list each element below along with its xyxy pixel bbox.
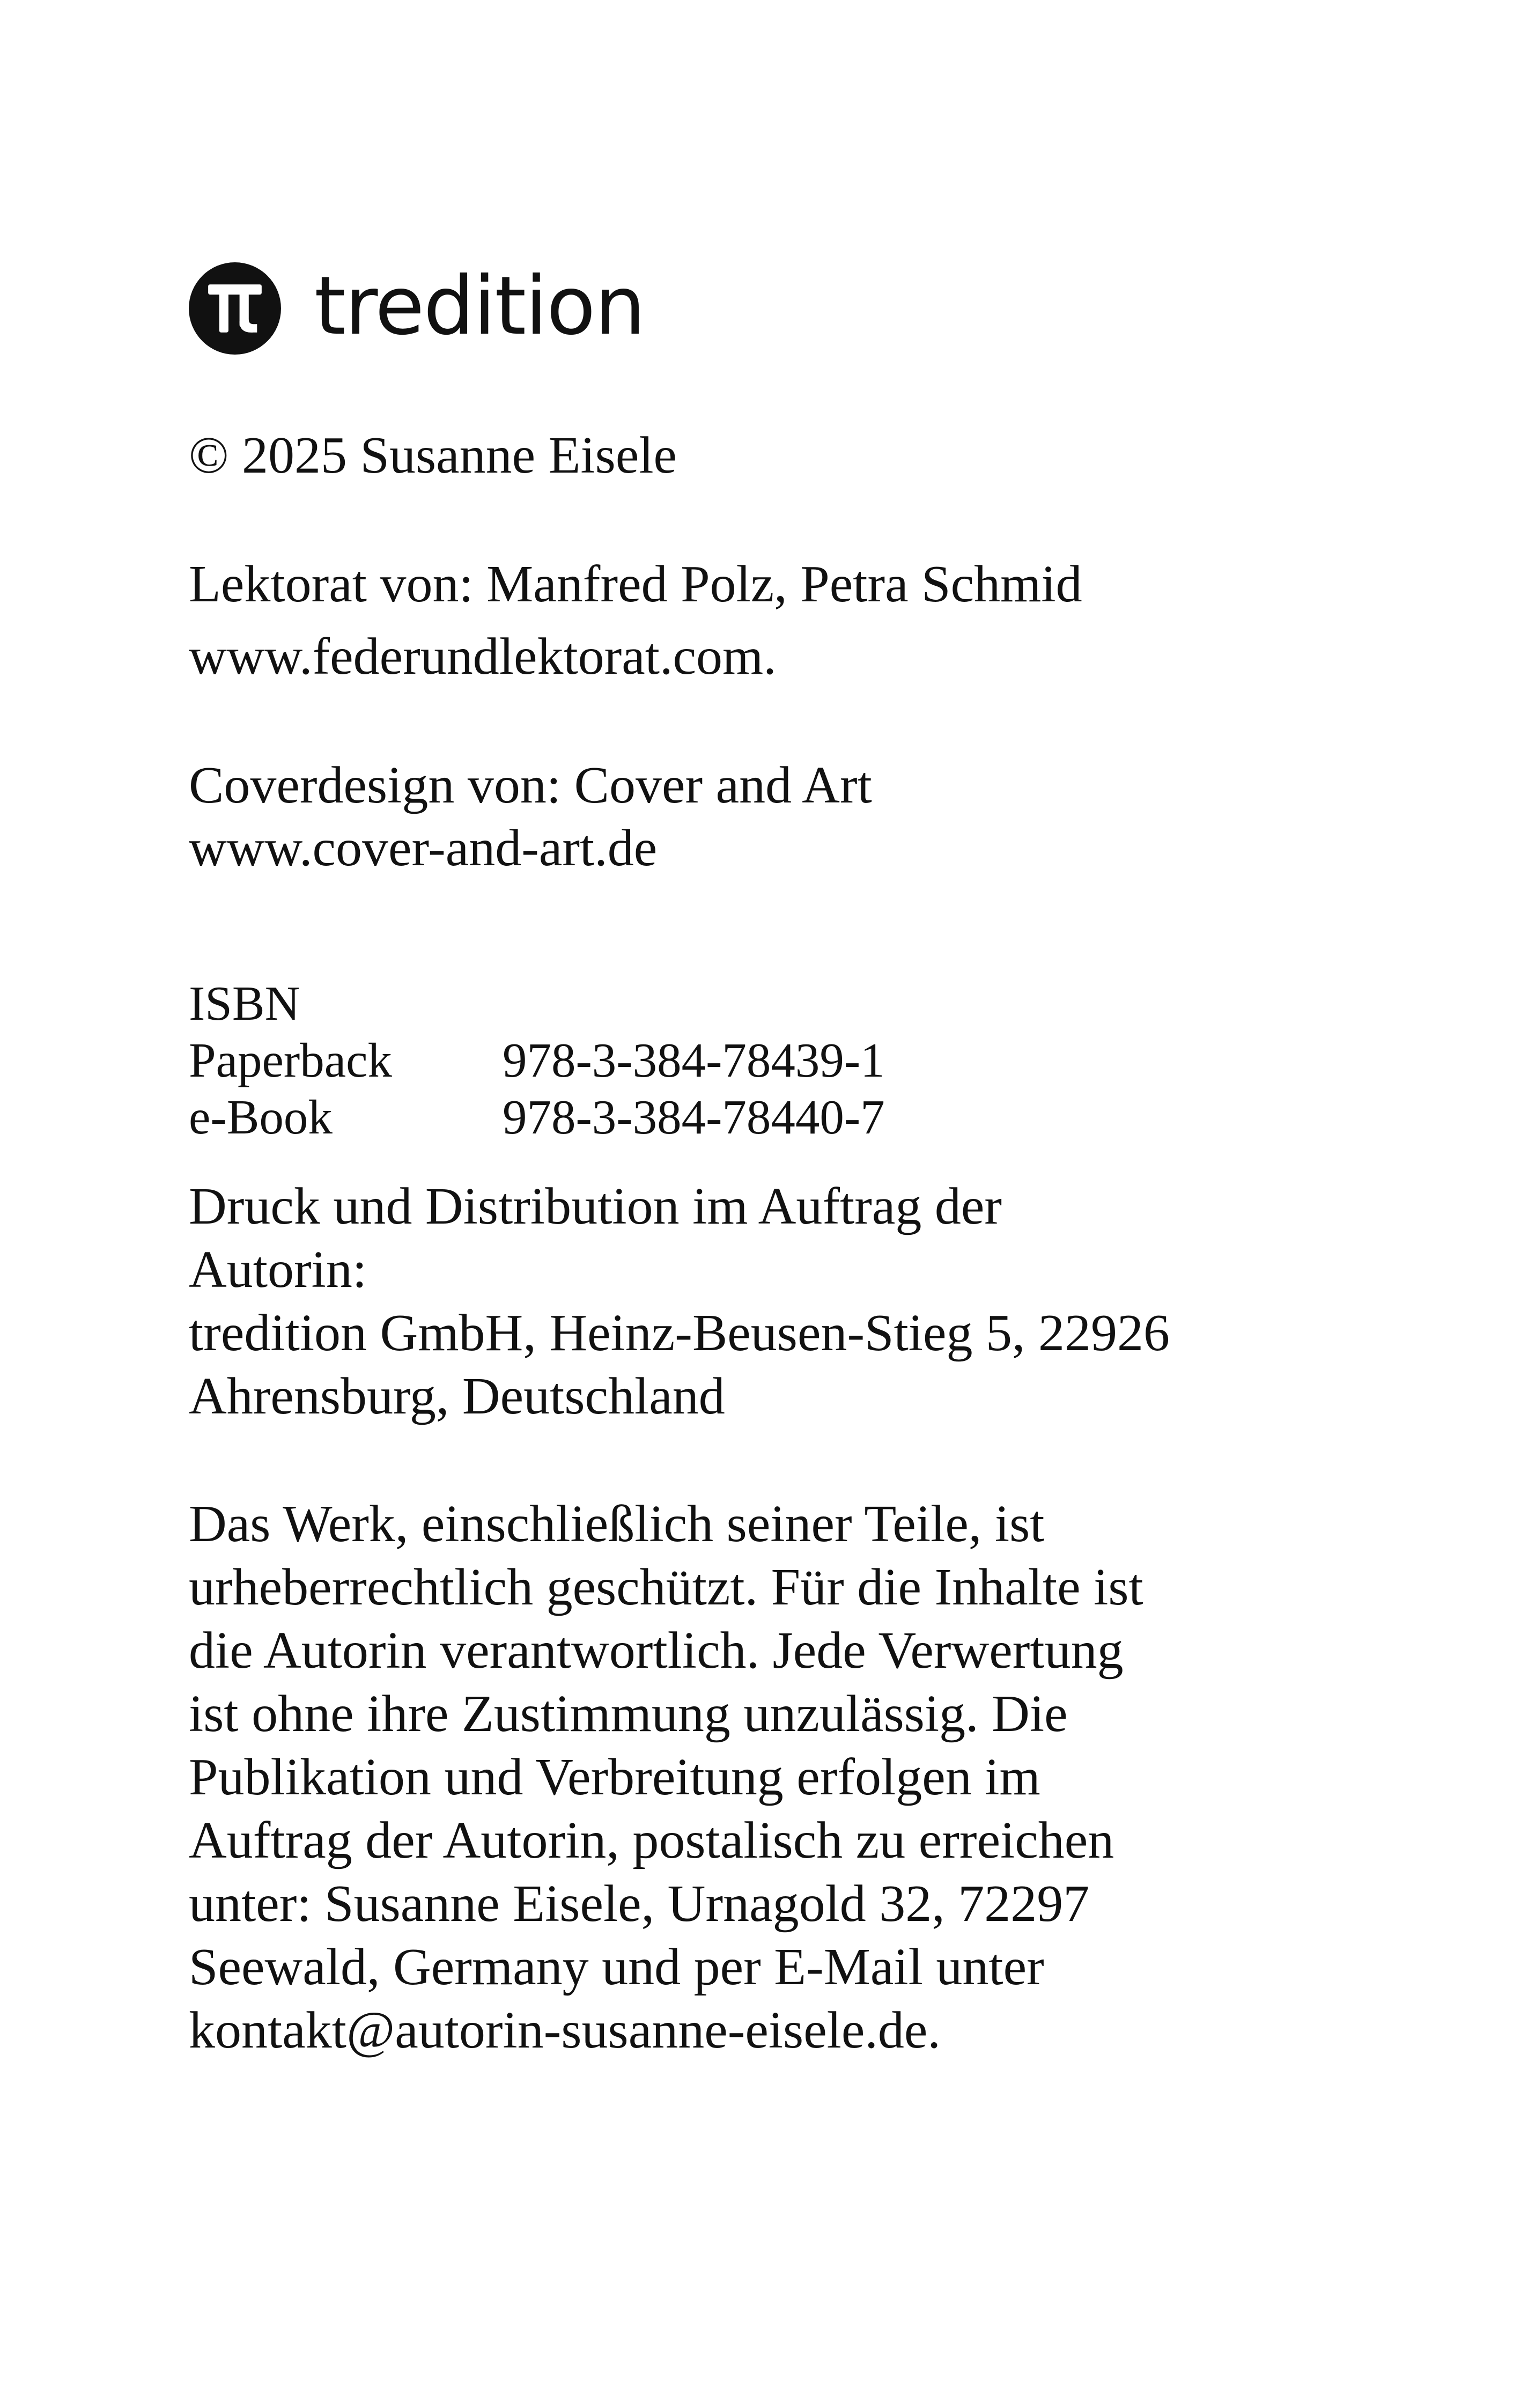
isbn-label: e-Book — [189, 1090, 333, 1144]
tredition-logo-icon — [189, 262, 281, 355]
legal-line: kontakt@autorin-susanne-eisele.de. — [189, 2001, 941, 2059]
legal-line: ist ohne ihre Zustimmung unzulässig. Die — [189, 1685, 1068, 1743]
legal-line: unter: Susanne Eisele, Urnagold 32, 72297 — [189, 1875, 1090, 1933]
cover-website: www.cover-and-art.de — [189, 819, 658, 877]
distribution-line: Druck und Distribution im Auftrag der — [189, 1177, 1002, 1235]
editing-website: www.federundlektorat.com. — [189, 628, 777, 686]
isbn-label: Paperback — [189, 1033, 392, 1087]
isbn-heading: ISBN — [189, 976, 300, 1030]
legal-line: die Autorin verantwortlich. Jede Verwertung — [189, 1622, 1124, 1680]
legal-line: urheberrechtlich geschützt. Für die Inhalte ist — [189, 1558, 1143, 1616]
distribution-line: Autorin: — [189, 1241, 367, 1299]
legal-line: Auftrag der Autorin, postalisch zu erreichen — [189, 1811, 1114, 1869]
distribution-line: tredition GmbH, Heinz-Beusen-Stieg 5, 22926 — [189, 1304, 1170, 1362]
isbn-number: 978-3-384-78439-1 — [503, 1033, 885, 1087]
editing-credit: Lektorat von: Manfred Polz, Petra Schmid — [189, 555, 1082, 613]
distribution-line: Ahrensburg, Deutschland — [189, 1367, 725, 1425]
isbn-number: 978-3-384-78440-7 — [503, 1090, 885, 1144]
publisher-wordmark: tredition — [314, 260, 645, 353]
legal-line: Publikation und Verbreitung erfolgen im — [189, 1748, 1040, 1806]
copyright-line: © 2025 Susanne Eisele — [189, 426, 677, 484]
cover-credit: Coverdesign von: Cover and Art — [189, 756, 872, 814]
legal-line: Das Werk, einschließlich seiner Teile, ist — [189, 1495, 1045, 1553]
publisher-logo — [189, 260, 645, 357]
legal-line: Seewald, Germany und per E-Mail unter — [189, 1938, 1044, 1996]
